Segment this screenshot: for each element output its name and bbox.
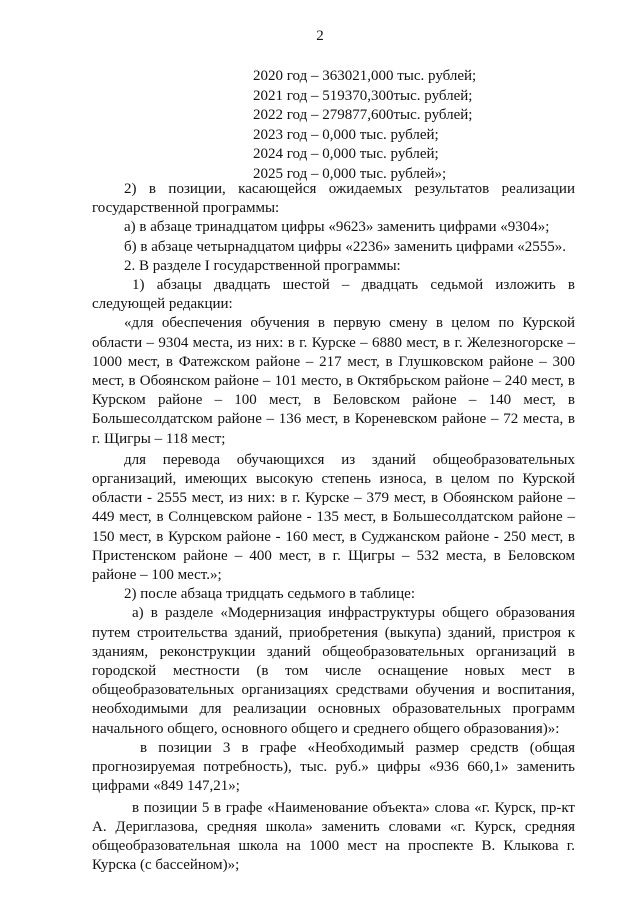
funding-line-2022: 2022 год – 279877,600тыс. рублей; <box>253 107 473 124</box>
paragraph-worn-buildings: для перевода обучающихся из зданий общеобразовательных организаций, имеющих высокую степень износа, в целом по Курской области - 2555 мест, из них: в г. Курске – 379 мест, в Обоянском районе – 449 мест, в Солнцевском районе - 135 мест, в Большесолдатском районе – 150 мест, в Курском районе - 160 мест, в Суджанском районе - 250 мест, в Пристенском районе – 400 мест, в г. Щигры – 532 места, в Беловском районе – 100 мест.»; <box>92 451 575 584</box>
funding-line-2024: 2024 год – 0,000 тыс. рублей; <box>253 146 439 163</box>
paragraph-expected-results: 2) в позиции, касающейся ожидаемых результатов реализации государственной программы: <box>92 181 575 217</box>
paragraph-abzats-14: б) в абзаце четырнадцатом цифры «2236» заменить цифрами «2555». <box>124 238 567 255</box>
funding-line-2021: 2021 год – 519370,300тыс. рублей; <box>253 87 473 104</box>
paragraph-section-1: 2. В разделе I государственной программы: <box>124 257 401 274</box>
document-body <box>92 180 575 875</box>
paragraph-position-5: в позиции 5 в графе «Наименование объекта» слова «г. Курск, пр-кт А. Дериглазова, средняя школа» заменить словами «г. Курск, средняя общеобразовательная школа на 1000 мест на проспекте В. Клыкова г. Курска (с бассейном)»; <box>92 799 575 874</box>
funding-line-2023: 2023 год – 0,000 тыс. рублей; <box>253 126 439 143</box>
paragraph-first-shift: «для обеспечения обучения в первую смену в целом по Курской области – 9304 места, из них: в г. Курске – 6880 мест, в г. Железногорске – 1000 мест, в Фатежском районе – 217 мест, в Глушковском районе – 300 мест, в Обоянском районе – 101 место, в Октябрьском районе – 240 мест, в Курском районе – 100 мест, в Беловском районе – 140 мест, в Большесолдатском районе – 136 мест, в Кореневском районе – 72 места, в г. Щигры – 118 мест; <box>92 315 575 447</box>
funding-line-2025: 2025 год – 0,000 тыс. рублей»; <box>253 165 447 182</box>
paragraph-modernization-section: а) в разделе «Модернизация инфраструктуры общего образования путем строительства зданий, приобретения (выкупа) зданий, пристроя к зданиям, реконструкции зданий общеобразовательных организаций в городской местности (в том числе оснащение новых мест в общеобразовательных организациях средствами обучения и воспитания, необходимыми для реализации основных образовательных программ начального общего, основного общего и среднего общего образования)»: <box>92 605 575 737</box>
funding-line-2020: 2020 год – 363021,000 тыс. рублей; <box>253 68 477 84</box>
funding-list <box>253 67 476 185</box>
paragraph-abzats-13: а) в абзаце тринадцатом цифры «9623» заменить цифрами «9304»; <box>124 219 550 236</box>
paragraph-abzats-26-27: 1) абзацы двадцать шестой – двадцать седьмой изложить в следующей редакции: <box>92 277 575 313</box>
paragraph-position-3: в позиции 3 в графе «Необходимый размер средств (общая прогнозируемая потребность), тыс. руб.» цифры «936 660,1» заменить цифрами «849 147,21»; <box>92 739 575 795</box>
paragraph-after-abzats-37: 2) после абзаца тридцать седьмого в таблице: <box>124 586 415 603</box>
page-number: 2 <box>316 28 324 44</box>
